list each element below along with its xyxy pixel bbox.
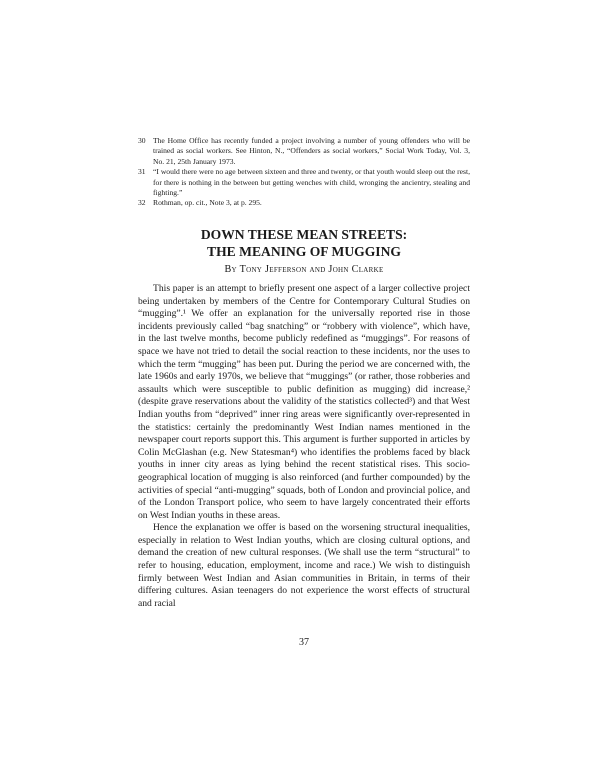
footnote [138,167,470,198]
footnote-number: 31 [138,167,146,177]
footnote-number: 32 [138,198,146,208]
footnote-number: 30 [138,136,146,145]
article-body [138,283,470,610]
page-number: 37 [299,637,309,648]
article-authors: By Tony Jefferson and John Clarke [224,264,384,275]
footnote [138,136,470,167]
article-title [138,226,470,260]
article-title-line: THE MEANING OF MUGGING [207,244,401,259]
article-title-line: DOWN THESE MEAN STREETS: [200,227,408,242]
footnote-text: Rothman, op. cit., Note 3, at p. 295. [153,198,262,208]
footnotes [138,136,470,209]
body-paragraph: This paper is an attempt to briefly present one aspect of a larger collective project being undertaken by members of the Centre for Contemporary Cultural Studies on “mugging”.¹ We offer an explanation for the universally reported rise in those incidents previously called “bag snatching” or “robbery with violence”, which have, in the last twelve months, become publicly redefined as “muggings”. For reasons of space we have not tried to detail the social reaction to these incidents, nor the uses to which the term “mugging” has been put. During the period we are concerned with, the late 1960s and early 1970s, we believe that “muggings” (or rather, those robberies and assaults which were susceptible to public definition as mugging) did increase,² (despite grave reservations about the validity of the statistics collected³) and that West Indian youths from “deprived” inner ring areas were significantly over-represented in the statistics: certainly the predominantly West Indian names mentioned in the newspaper court reports support this. This argument is further supported in articles by Colin McGlashan (e.g. New Statesman⁴) who identifies the problems faced by black youths in inner city areas as lying behind the recent statistical rises. This socio-geographical location of mugging is also reinforced (and further compounded) by the activities of special “anti-mugging” squads, both of London and provincial police, and of the London Transport police, who seem to have largely concentrated their efforts on West Indian youths in these areas. [138,283,470,521]
footnote-text: The Home Office has recently funded a project involving a number of young offenders who will be trained as social workers. See Hinton, N., “Offenders as social workers,” Social Work Today, Vol. 3, No. 21, 25th January 1973. [153,136,470,166]
footnote-text: “I would there were no age between sixteen and three and twenty, or that youth would sleep out the rest, for there is nothing in the between but getting wenches with child, wronging the ancientry, stealing and fighting.” [153,167,470,198]
body-paragraph: Hence the explanation we offer is based on the worsening structural inequalities, especially in relation to West Indian youths, which are closing cultural options, and demand the creation of new cultural responses. (We shall use the term “structural” to refer to housing, education, employment, income and race.) We wish to distinguish firmly between West Indian and Asian communities in Britain, in terms of their differing cultures. Asian teenagers do not experience the worst effects of structural and racial [138,522,470,609]
footnote [138,198,470,208]
